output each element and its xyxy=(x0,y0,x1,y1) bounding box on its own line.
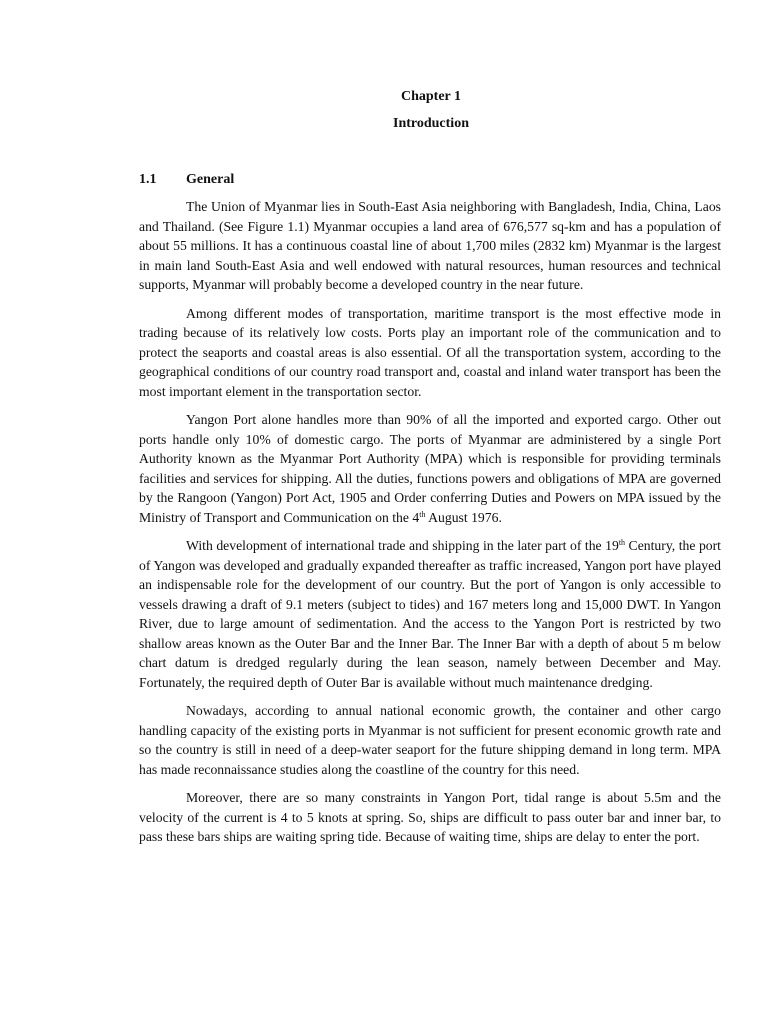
paragraph-text: Yangon Port alone handles more than 90% of all the imported and exported cargo. Other out ports handle only 10% of domestic cargo. The ports of Myanmar are administered by a single Port Authority known as the Myanmar Port Authority (MPA) which is responsible for providing terminals facilities and services for shipping. All the duties, functions powers and obligations of MPA are governed by the Rangoon (Yangon) Port Act, 1905 and Order conferring Duties and Powers on MPA issued by the Ministry of Transport and Communication on the 4 xyxy=(139,412,721,525)
ordinal-superscript: th xyxy=(618,538,626,547)
section-number: 1.1 xyxy=(139,172,157,187)
body-text xyxy=(139,197,721,856)
section-heading xyxy=(139,171,234,189)
ordinal-superscript: th xyxy=(419,509,426,519)
paragraph-yangon-port xyxy=(139,410,721,527)
paragraph-text: Century, the port of Yangon was developed and gradually expanded thereafter as traffic increased, Yangon port have played an indispensable role for the development of our country. But the port of Yangon is only accessible to vessels drawing a draft of 9.1 meters (subject to tides) and 167 meters long and 15,000 DWT. In Yangon River, due to large amount of sedimentation. And the access to the Yangon Port is restricted by two shallow areas known as the Outer Bar and the Inner Bar. The Inner Bar with a depth of about 5 m below chart datum is dredged regularly during the lean season, namely between December and May. Fortunately, the required depth of Outer Bar is available without much maintenance dredging. xyxy=(139,538,721,690)
paragraph-transport: Among different modes of transportation, maritime transport is the most effective mode in trading because of its relatively low costs. Ports play an important role of the communication and to protect the seaports and coastal areas is also essential. Of all the transportation system, according to the geographical conditions of our country road transport and, coastal and inland water transport has been the most important element in the transportation sector. xyxy=(139,305,721,399)
paragraph-economic-growth: Nowadays, according to annual national economic growth, the container and other cargo handling capacity of the existing ports in Myanmar is not sufficient for present economic growth rate and so the country is still in need of a deep-water seaport for the future shipping demand in long term. MPA has made reconnaissance studies along the coastline of the country for this need. xyxy=(139,703,721,777)
section-title: General xyxy=(186,172,235,187)
paragraph-constraints: Moreover, there are so many constraints in Yangon Port, tidal range is about 5.5m and the velocity of the current is 4 to 5 knots at spring. So, ships are difficult to pass outer bar and inner bar, to pass these bars ships are waiting spring tide. Because of waiting time, ships are delay to enter the port. xyxy=(139,790,721,844)
paragraph-development xyxy=(139,536,721,692)
chapter-number: Chapter 1 xyxy=(400,89,462,104)
paragraph-location: The Union of Myanmar lies in South-East Asia neighboring with Bangladesh, India, China, Laos and Thailand. (See Figure 1.1) Myanmar occupies a land area of 676,577 sq-km and has a population of about 55 millions. It has a continuous coastal line of about 1,700 miles (2832 km) Myanmar is the largest in main land South-East Asia and well endowed with natural resources, human resources and technical supports, Myanmar will probably become a developed country in the near future. xyxy=(139,199,721,292)
paragraph-text: With development of international trade and shipping in the later part of the 19 xyxy=(186,538,619,553)
chapter-title: Introduction xyxy=(393,116,469,131)
paragraph-text: August 1976. xyxy=(425,509,502,525)
